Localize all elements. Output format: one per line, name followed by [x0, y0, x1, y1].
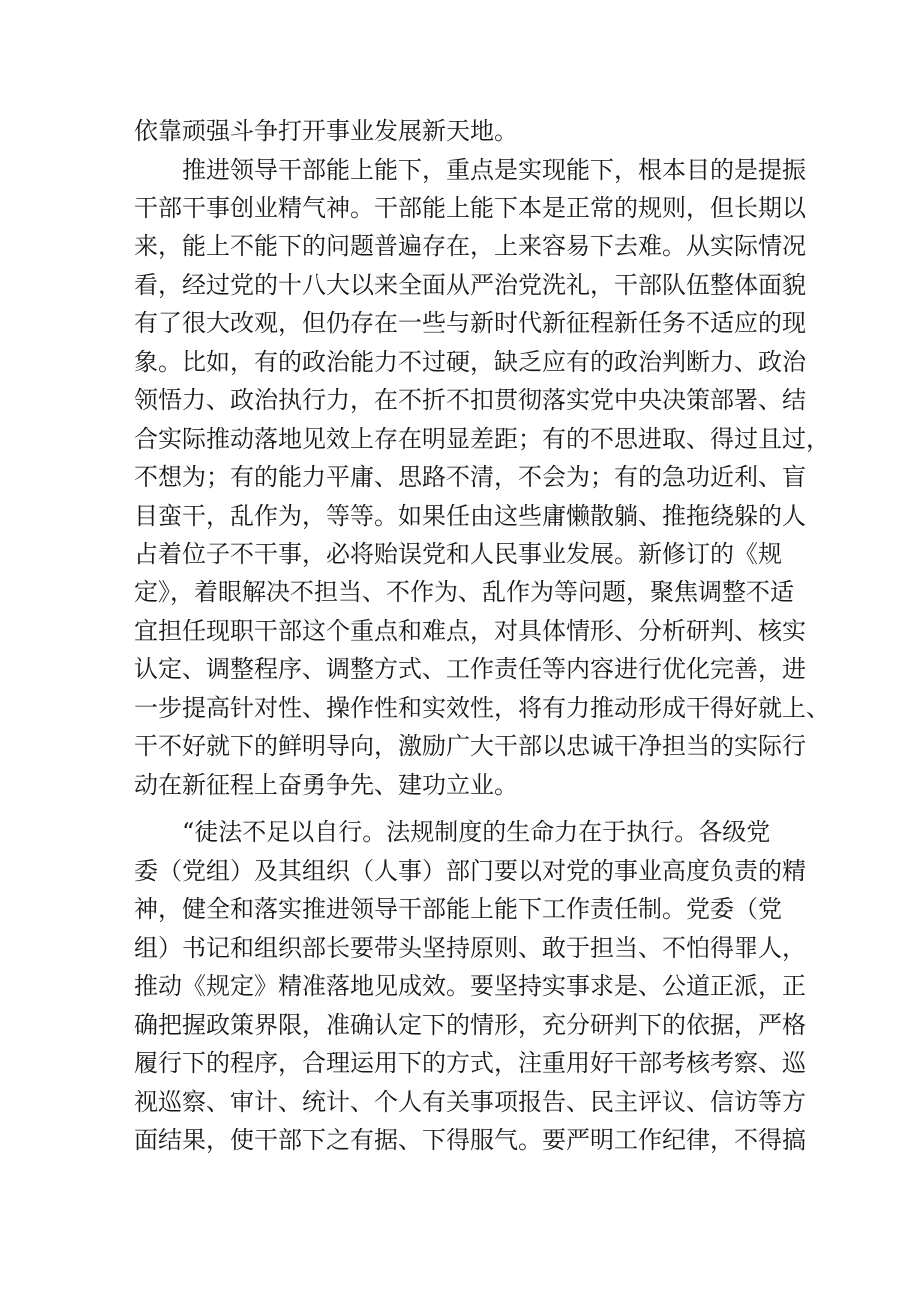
text-line: 领悟力、政治执行力，在不折不扣贯彻落实党中央决策部署、结 — [134, 386, 806, 414]
text-line: 神，健全和落实推进领导干部能上能下工作责任制。党委（党 — [134, 895, 782, 923]
text-line: 组）书记和组织部长要带头坚持原则、敢于担当、不怕得罪人， — [134, 934, 806, 962]
text-line: 目蛮干，乱作为，等等。如果任由这些庸懒散躺、推拖绕躲的人 — [134, 502, 806, 530]
text-line: 不想为；有的能力平庸、思路不清，不会为；有的急功近利、盲 — [134, 463, 806, 491]
text-line: 有了很大改观，但仍存在一些与新时代新征程新任务不适应的现 — [134, 309, 806, 337]
text-line: 推动《规定》精准落地见成效。要坚持实事求是、公道正派，正 — [134, 972, 806, 1000]
text-line: 来，能上不能下的问题普遍存在，上来容易下去难。从实际情况 — [134, 232, 806, 260]
text-line: 推进领导干部能上能下，重点是实现能下，根本目的是提振 — [182, 156, 806, 184]
text-line: 委（党组）及其组织（人事）部门要以对党的事业高度负责的精 — [134, 857, 806, 885]
text-line: 干不好就下的鲜明导向，激励广大干部以忠诚干净担当的实际行 — [134, 732, 806, 760]
text-line: 干部干事创业精气神。干部能上能下本是正常的规则，但长期以 — [134, 194, 806, 222]
text-line: 象。比如，有的政治能力不过硬，缺乏应有的政治判断力、政治 — [134, 348, 806, 376]
text-line: 看，经过党的十八大以来全面从严治党洗礼，干部队伍整体面貌 — [134, 271, 806, 299]
text-line: 合实际推动落地见效上存在明显差距；有的不思进取、得过且过， — [134, 425, 830, 453]
text-line: 一步提高针对性、操作性和实效性，将有力推动形成干得好就上、 — [134, 694, 830, 722]
text-line: 依靠顽强斗争打开事业发展新天地。 — [134, 117, 518, 145]
text-line: 占着位子不干事，必将贻误党和人民事业发展。新修订的《规 — [134, 540, 782, 568]
text-line: 宜担任现职干部这个重点和难点，对具体情形、分析研判、核实 — [134, 617, 806, 645]
text-line: 定》，着眼解决不担当、不作为、乱作为等问题，聚焦调整不适 — [134, 578, 794, 606]
text-line: 面结果，使干部下之有据、下得服气。要严明工作纪律，不得搞 — [134, 1126, 806, 1154]
text-line: 视巡察、审计、统计、个人有关事项报告、民主评议、信访等方 — [134, 1088, 806, 1116]
text-line: 履行下的程序，合理运用下的方式，注重用好干部考核考察、巡 — [134, 1049, 806, 1077]
text-line: 认定、调整程序、调整方式、工作责任等内容进行优化完善，进 — [134, 655, 806, 683]
text-line: “徒法不足以自行。法规制度的生命力在于执行。各级党 — [182, 818, 771, 846]
text-line: 动在新征程上奋勇争先、建功立业。 — [134, 771, 518, 799]
text-line: 确把握政策界限，准确认定下的情形，充分研判下的依据，严格 — [134, 1011, 806, 1039]
